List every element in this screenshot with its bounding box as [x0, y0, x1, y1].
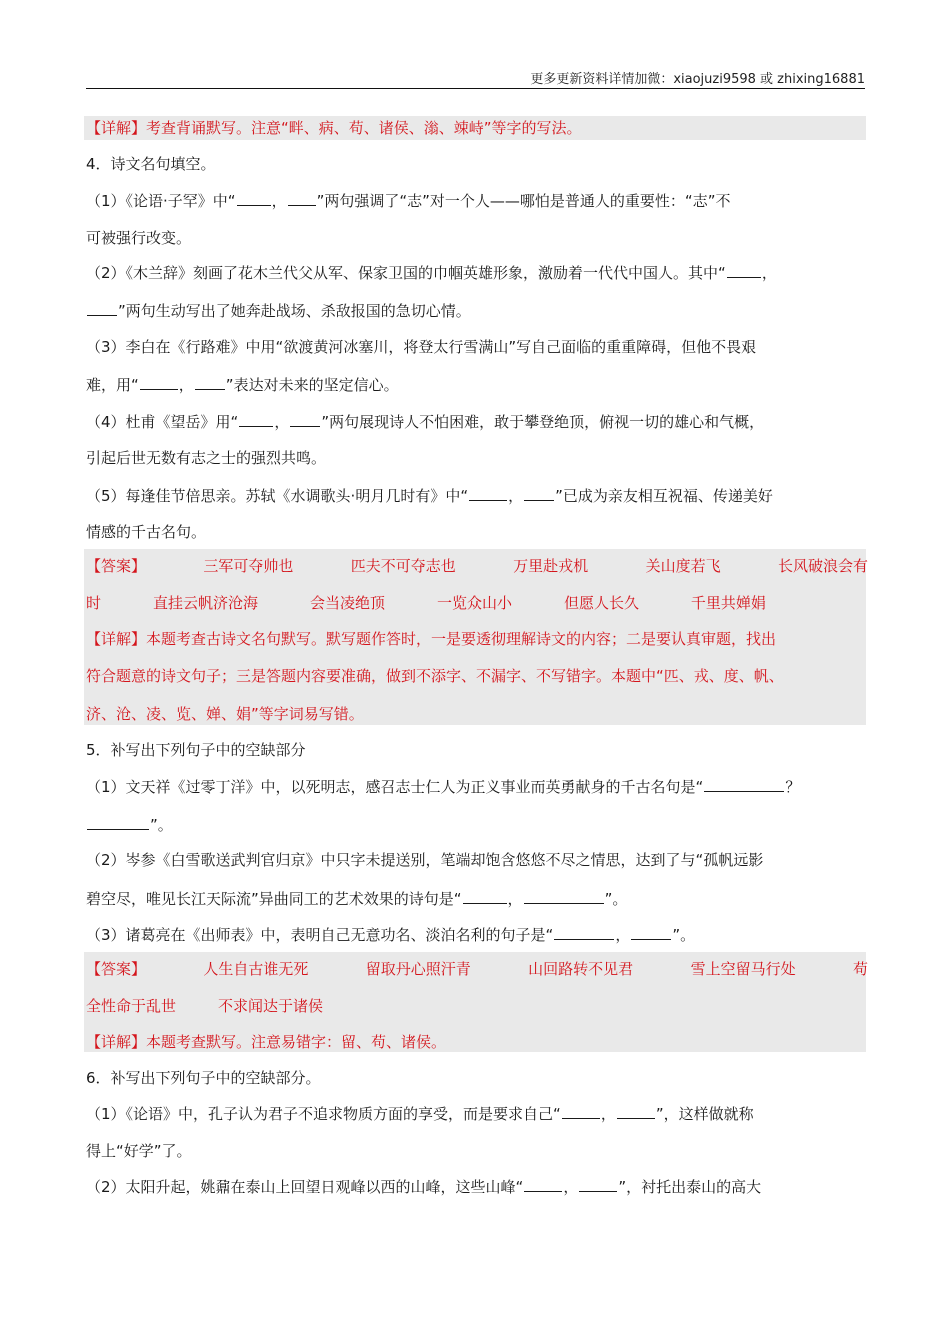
- answer-item: 千里共婵娟: [690, 594, 766, 612]
- question-line: [86, 375, 868, 394]
- text: ”: [118, 302, 126, 320]
- answer-item: 匹夫不可夺志也: [350, 557, 456, 575]
- question-line: [86, 1104, 868, 1123]
- answer-item: 全性命于乱世: [86, 997, 177, 1015]
- text: 碧空尽，唯见长江天际流”异曲同工的艺术效果的诗句是“: [86, 890, 462, 908]
- answer-item: 时: [86, 594, 102, 612]
- text: 难，用“: [86, 376, 139, 394]
- text: ，: [761, 264, 777, 282]
- question-line: （3）李白在《行路难》中用“欲渡黄河冰塞川，将登太行雪满山”写自己面临的重重障碍，但他不畏艰: [86, 338, 757, 356]
- answer-item: 会当凌绝顶: [309, 594, 385, 612]
- text: （3）诸葛亮在《出师表》中，表明自己无意功名、淡泊名利的句子是“: [86, 926, 554, 944]
- answer-line: [86, 594, 766, 612]
- q3-detail: [86, 119, 868, 137]
- answer-tag: 【答案】: [86, 960, 147, 978]
- header-rule: [86, 88, 865, 89]
- answer-item: 但愿人长久: [563, 594, 639, 612]
- question-line: 得上“好学”了。: [86, 1142, 192, 1160]
- answer-blank: [87, 301, 117, 316]
- question-line: [86, 815, 868, 834]
- text: （1）《论语·子罕》中“: [86, 192, 236, 210]
- answer-item: 直挂云帆济沧海: [152, 594, 258, 612]
- answer-blank: [727, 263, 761, 278]
- detail-tag: 【详解】: [86, 1033, 147, 1051]
- answer-blank: [290, 412, 320, 427]
- text: ”: [225, 376, 234, 394]
- page-header: 更多更新资料详情加微：xiaojuzi9598 或 zhixing16881: [530, 72, 865, 87]
- answer-blank: [704, 777, 784, 792]
- answer-blank: [87, 815, 149, 830]
- answer-blank: [195, 375, 225, 390]
- answer-blank: [617, 1104, 655, 1119]
- answer-blank: [140, 375, 178, 390]
- text: ，: [274, 413, 290, 431]
- text: ，: [615, 926, 631, 944]
- detail-line: 符合题意的诗文句子；三是答题内容要准确，做到不添字、不漏字、不写错字。本题中“匹、戎、度、帆、: [86, 667, 784, 685]
- question-line: （2）岑参《白雪歌送武判官归京》中只字未提送别，笔端却饱含悠悠不尽之情思，达到了与“孤帆远影: [86, 851, 764, 869]
- answer-blank: [631, 925, 671, 940]
- answer-blank: [463, 889, 507, 904]
- question-line: [86, 486, 868, 505]
- answer-line: [86, 557, 868, 575]
- text: （2）《木兰辞》刻画了花木兰代父从军、保家卫国的巾帼英雄形象，激励着一代代中国人。其中“: [86, 264, 726, 282]
- answer-item: 三军可夺帅也: [203, 557, 294, 575]
- text: ”: [316, 192, 325, 210]
- question-line: [86, 191, 868, 210]
- answer-blank: [554, 925, 614, 940]
- text: （5）每逢佳节倍思亲。苏轼《水调歌头·明月几时有》中“: [86, 487, 469, 505]
- question-line: 情感的千古名句。: [86, 523, 207, 541]
- detail-line: 济、沧、凌、览、婵、娟”等字词易写错。: [86, 705, 364, 723]
- text: ，: [600, 1105, 616, 1123]
- answer-blank: [524, 486, 554, 501]
- detail-tag: 【详解】: [86, 630, 147, 648]
- text: ”。: [150, 816, 173, 834]
- text: ，: [271, 192, 287, 210]
- answer-blank: [237, 191, 271, 206]
- answer-item: 山回路转不见君: [528, 960, 634, 978]
- question-line: [86, 263, 868, 282]
- answer-item: 一览众山小: [436, 594, 512, 612]
- question-line: [86, 301, 868, 320]
- answer-item: 雪上空留马行处: [690, 960, 796, 978]
- question-title: 6．补写出下列句子中的空缺部分。: [86, 1069, 321, 1087]
- text: ，: [178, 376, 194, 394]
- answer-blank: [524, 889, 604, 904]
- text: ？: [785, 778, 801, 796]
- text: ，: [507, 890, 523, 908]
- question-line: [86, 889, 868, 908]
- question-line: 引起后世无数有志之士的强烈共鸣。: [86, 449, 327, 467]
- text: ，: [563, 1178, 579, 1196]
- answer-item: 留取丹心照汗青: [365, 960, 471, 978]
- answer-line: [86, 960, 868, 978]
- text: 两句展现诗人不怕困难，敢于攀登绝顶，俯视一切的雄心和气概，: [329, 413, 765, 431]
- text: ”，这样做就称: [655, 1105, 754, 1123]
- answer-blank: [562, 1104, 600, 1119]
- question-line: [86, 1177, 868, 1196]
- question-line: 可被强行改变。: [86, 229, 192, 247]
- question-title: 5．补写出下列句子中的空缺部分: [86, 741, 306, 759]
- answer-line: [86, 997, 868, 1015]
- text: ”。: [604, 890, 628, 908]
- text: （1）文天祥《过零丁洋》中，以死明志，感召志士仁人为正义事业而英勇献身的千古名句是“: [86, 778, 704, 796]
- question-line: [86, 777, 868, 796]
- question-line: [86, 412, 868, 431]
- detail-text: 本题考查默写。注意易错字：留、苟、诸侯。: [146, 1033, 447, 1051]
- text: 两句强调了“志”对一个人——哪怕是普通人的重要性：“志”不: [324, 192, 731, 210]
- answer-blank: [579, 1177, 617, 1192]
- answer-item: 关山度若飞: [645, 557, 721, 575]
- text: ”: [555, 487, 563, 505]
- answer-item: 长风破浪会有: [777, 557, 868, 575]
- text: （1）《论语》中，孔子认为君子不追求物质方面的享受，而是要求自己“: [86, 1105, 561, 1123]
- answer-tag: 【答案】: [86, 557, 147, 575]
- question-title: 4．诗文名句填空。: [86, 155, 216, 173]
- text: ”，衬托出泰山的高大: [618, 1178, 762, 1196]
- answer-item: 万里赴戎机: [513, 557, 589, 575]
- text: （4）杜甫《望岳》用“: [86, 413, 239, 431]
- answer-blank: [469, 486, 507, 501]
- text: （2）太阳升起，姚鼐在泰山上回望日观峰以西的山峰，这些山峰“: [86, 1178, 524, 1196]
- detail-text: 本题考查古诗文名句默写。默写题作答时，一是要透彻理解诗文的内容；二是要认真审题，找出: [146, 630, 777, 648]
- answer-blank: [524, 1177, 562, 1192]
- text: ”: [321, 413, 330, 431]
- detail-line: [86, 630, 868, 648]
- detail-tag: 【详解】: [86, 119, 147, 137]
- text: 两句生动写出了她奔赴战场、杀敌报国的急切心情。: [125, 302, 471, 320]
- text: ，: [508, 487, 524, 505]
- answer-item: 不求闻达于诸侯: [218, 997, 324, 1015]
- answer-item: 苟: [852, 960, 868, 978]
- text: 已成为亲友相互祝福、传递美好: [562, 487, 773, 505]
- answer-blank: [239, 412, 273, 427]
- answer-item: 人生自古谁无死: [203, 960, 309, 978]
- question-line: [86, 925, 868, 944]
- text: 表达对未来的坚定信心。: [233, 376, 399, 394]
- text: ”。: [672, 926, 696, 944]
- answer-blank: [288, 191, 316, 206]
- detail-text: 考查背诵默写。注意“畔、病、苟、诸侯、滃、竦峙”等字的写法。: [146, 119, 582, 137]
- detail-line: [86, 1033, 868, 1051]
